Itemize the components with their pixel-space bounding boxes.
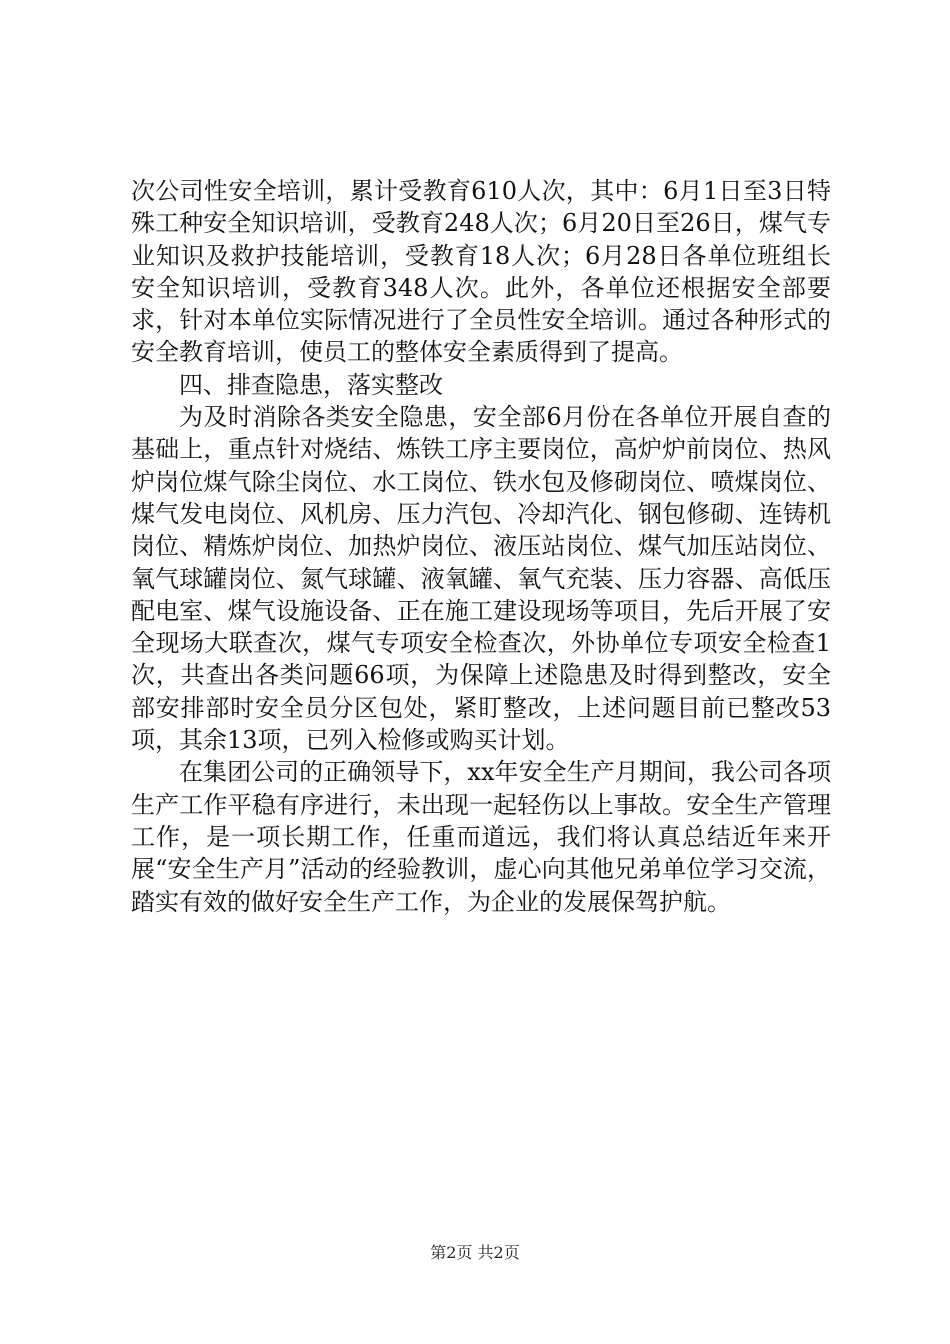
paragraph-hazard-inspection: 为及时消除各类安全隐患，安全部6月份在各单位开展自查的基础上，重点针对烧结、炼铁工序主要岗位，高炉炉前岗位、热风炉岗位煤气除尘岗位、水工岗位、铁水包及修砌岗位、喷煤岗位、煤气发电岗位、风机房、压力汽包、冷却汽化、钢包修砌、连铸机岗位、精炼炉岗位、加热炉岗位、液压站岗位、煤气加压站岗位、氧气球罐岗位、氮气球罐、液氧罐、氧气充装、压力容器、高低压配电室、煤气设施设备、正在施工建设现场等项目，先后开展了安全现场大联查次，煤气专项安全检查次，外协单位专项安全检查1次，共查出各类问题66项，为保障上述隐患及时得到整改，安全部安排部时安全员分区包处，紧盯整改，上述问题目前已整改53项，其余13项，已列入检修或购买计划。	[131, 403, 831, 755]
paragraph-training-summary: 次公司性安全培训，累计受教育610人次，其中：6月1日至3日特殊工种安全知识培训，受教育248人次；6月20日至26日，煤气专业知识及救护技能培训，受教育18人次；6月28日各单位班组长安全知识培训，受教育348人次。此外，各单位还根据安全部要求，针对本单位实际情况进行了全员性安全培训。通过各种形式的安全教育培训，使员工的整体安全素质得到了提高。	[131, 177, 831, 367]
document-body	[131, 175, 831, 918]
page-number-current: 第2页	[430, 1243, 473, 1262]
page-footer	[0, 1243, 950, 1263]
section-heading-hazard-inspection: 四、排查隐患，落实整改	[179, 370, 443, 399]
paragraph-conclusion: 在集团公司的正确领导下，xx年安全生产月期间，我公司各项生产工作平稳有序进行，未出现一起轻伤以上事故。安全生产管理工作，是一项长期工作，任重而道远，我们将认真总结近年来开展“安全生产月”活动的经验教训，虚心向其他兄弟单位学习交流，踏实有效的做好安全生产工作，为企业的发展保驾护航。	[131, 758, 831, 916]
page-number-total: 共2页	[477, 1243, 520, 1262]
